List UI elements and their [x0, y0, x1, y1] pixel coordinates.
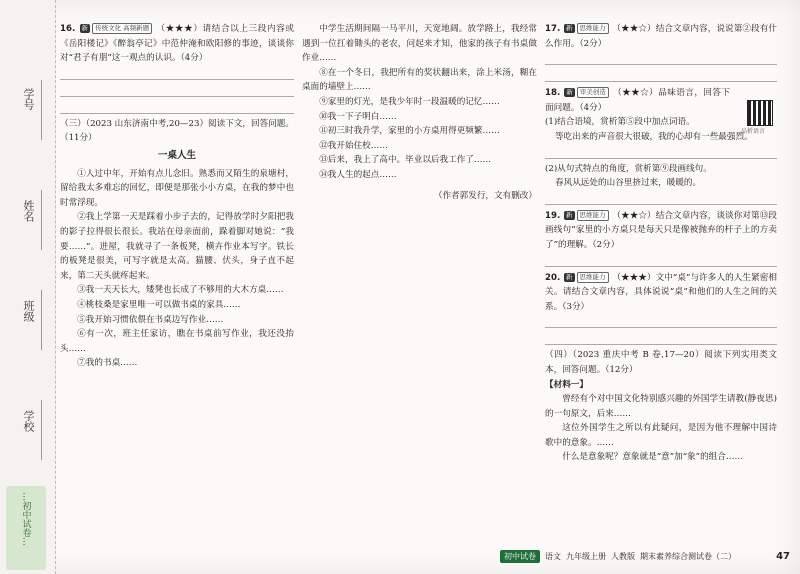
- footer-edition: 人教版: [611, 551, 635, 561]
- paragraph: ②我上学第一天是踩着小步子去的，记得放学时夕阳把我的影子拉得很长很长。我站在母亲面前，跺着脚对她说：“我要……”。进屋，我就寻了一条板凳，横卉作业本写字。铁长的板凳是很美，可写字就是太高。猫腰、伏头，身子直不起来，第二天头就疼起来。: [60, 212, 294, 281]
- paragraph: ⑭我人生的起点……: [319, 169, 397, 180]
- article-title: 一桌人生: [157, 149, 196, 161]
- page-footer: [500, 548, 790, 564]
- school-line: [41, 400, 42, 460]
- school-label: 学校: [22, 410, 35, 432]
- paragraph: ⑬后来，我上了高中。毕业以后我工作了……: [319, 155, 492, 166]
- paragraph: ⑥有一次，班主任家访，瞧在书桌前写作业，我还没抬头……: [60, 329, 294, 354]
- answer-line[interactable]: [545, 51, 777, 65]
- question-18-sub1: (1)结合语境，赏析第⑤段中加点词语。: [545, 117, 695, 128]
- answer-line[interactable]: [545, 314, 777, 328]
- section-3-heading: （三）（2023 山东济南中考,20—23）阅读下文，回答问题。（11分）: [60, 118, 294, 144]
- column-left: [60, 22, 294, 371]
- footer-grade: 九年级上册: [566, 551, 606, 561]
- answer-line[interactable]: [545, 253, 777, 267]
- paragraph: ④桃枝桑是家里唯一可以做书桌的家具……: [77, 299, 241, 310]
- paragraph: ③我一天天长大，矮凳也长成了不够用的大木方桌……: [77, 285, 284, 296]
- column-middle: [302, 22, 537, 203]
- section-4-heading: （四）（2023 重庆中考 B 卷,17—20）阅读下列实用类文本，回答问题。（12分）: [545, 350, 777, 375]
- page-number: 47: [776, 550, 790, 562]
- paragraph: ⑨家里的灯光，是我少年时一段温暖的记忆……: [319, 96, 500, 107]
- question-18-quote2: 春风从远处的山谷里挤过来，暖暖的。: [555, 178, 702, 189]
- paragraph: 曾经有个对中国文化特别感兴趣的外国学生请教(静夜思)的一句原文，后来……: [545, 394, 777, 419]
- paragraph: 中学生活期间隔一马平川，天宽地阔。放学路上，我经常遇到一位扛着锄头的老农，问起来才知，他家的孩子有书桌做作业……: [302, 24, 537, 64]
- paragraph: ⑩我一下子明白……: [319, 111, 397, 122]
- paragraph: ⑦我的书桌……: [77, 358, 138, 369]
- question-20: 20. 新 思维能力 （★★★）文中“桌”与许多人的人生紧密相关。请结合文章内容，具体说说“桌”和他们的人生之间的关系。（3分）: [545, 272, 777, 312]
- paragraph: ⑪初三时我升学，家里的小方桌用得更频繁……: [319, 126, 500, 137]
- paragraph: ⑤我开始习惯依偎在书桌边写作业……: [77, 314, 224, 325]
- paragraph: 什么是意象呢？意象就是“意”加“象”的组合……: [562, 452, 744, 463]
- material-1-label: 【材料一】: [545, 379, 588, 390]
- question-18-quote1: 等吃出来的声音很大很破，我的心却有一些最强烈。: [555, 131, 753, 142]
- question-18-sub2: (2)从句式特点的角度，赏析第⑨段画线句。: [545, 163, 712, 174]
- question-17: 17. 新 思维能力 （★★☆）结合文章内容，说说第②段有什么作用。（2分）: [545, 24, 777, 49]
- student-id-label: 学号: [22, 88, 35, 110]
- class-line: [41, 290, 42, 350]
- answer-line[interactable]: [545, 191, 777, 205]
- class-label: 班级: [22, 300, 35, 322]
- footer-exam: 期末素养综合测试卷（二）: [640, 551, 736, 561]
- question-18: 18. 新 审美创造 （★★☆）品味语言，回答下面问题。（4分）: [545, 88, 730, 113]
- qr-caption: 品析语言: [741, 128, 766, 135]
- source-note: （作者郭发行，文有删改）: [433, 190, 537, 201]
- student-id-line: [41, 80, 42, 140]
- answer-line[interactable]: [60, 83, 294, 97]
- column-right: [545, 22, 777, 465]
- answer-line[interactable]: [60, 66, 294, 80]
- answer-line[interactable]: [545, 145, 777, 159]
- answer-line[interactable]: [545, 68, 777, 82]
- answer-line[interactable]: [60, 100, 294, 114]
- brand-logo: …初中试卷…: [6, 486, 46, 570]
- footer-brand: 初中试卷: [500, 550, 540, 563]
- name-line: [41, 190, 42, 250]
- name-label: 姓名: [22, 200, 35, 222]
- question-19: 19. 新 思维能力 （★★☆）结合文章内容，谈谈你对第⑬段画线句“家里的小方桌只是每天只是像被抛弃的杆子上的方卖了”的理解。（2分）: [545, 210, 777, 250]
- binding-margin: [0, 0, 56, 574]
- answer-line[interactable]: [545, 331, 777, 345]
- paragraph: ①人过中年，开始有点儿念旧。熟悉而又陌生的泉塘村，留给我太多难忘的回忆，即便是那张小小方桌，在我的梦中也时常浮现。: [60, 168, 294, 208]
- question-16: 16. 新 传统文化 高频新题 （★★★）请结合以上三段内容或《岳阳楼记》《醉翁亭记》中范仲淹和欧阳修的事迹，谈谈你对“君子有朋”这一观点的认识。（4分）: [60, 24, 294, 64]
- paragraph: 这位外国学生之所以有此疑问，是因为他不理解中国诗歌中的意象。……: [545, 423, 777, 448]
- footer-subject: 语文: [545, 551, 561, 561]
- qr-code[interactable]: [747, 100, 773, 126]
- paragraph: ⑧在一个冬日，我把所有的奖状翻出来，涂上米汤，糊在桌面的墙壁上……: [302, 67, 537, 93]
- paragraph: ⑫我开始住校……: [319, 140, 388, 151]
